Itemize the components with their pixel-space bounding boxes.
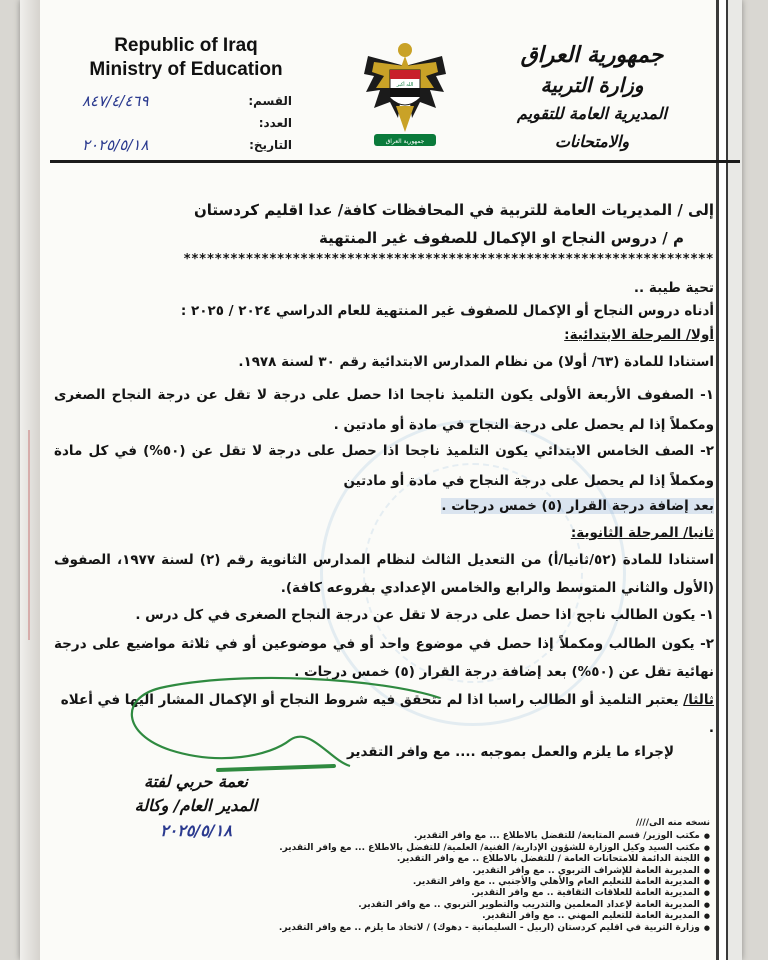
english-header	[66, 34, 306, 82]
section-secondary-item2: ٢- يكون الطالب ومكملاً إذا حصل في موضوع واحد أو في موضوعين أو في ثلاثة مواضيع على درجة نهائية تقل عن (٥٠%) بعد إضافة درجة القرار (٥) خمس درجات .	[54, 636, 714, 680]
signatory-title: المدير العام/ وكالة	[134, 796, 258, 815]
iraq-eagle-emblem-icon	[360, 36, 450, 152]
section-secondary-item1: ١- يكون الطالب ناجح اذا حصل على درجة لا تقل عن درجة النجاح الصغرى في كل درس .	[135, 607, 714, 623]
reference-block	[82, 90, 292, 156]
copy-item: ● المديرية العامة للتعليم العام والأهلي والأجنبي .. مع وافر التقدير.	[210, 877, 710, 888]
date-value: ٢٠٢٥/٥/١٨	[82, 136, 149, 154]
section-third	[54, 686, 714, 742]
header-ar-line1: جمهورية العراق	[520, 42, 664, 68]
number-label: العدد:	[258, 116, 292, 130]
copy-item: ● وزارة التربية في اقليم كردستان (اربيل - السليمانية - دهوك) / لاتخاذ ما يلزم .. مع وافر التقدير.	[210, 923, 710, 934]
section-primary-item2-cont	[54, 494, 714, 519]
number-row	[82, 112, 292, 134]
arabic-header	[482, 40, 702, 156]
scan-right-edge	[716, 0, 742, 960]
section-primary-item1: ١- الصفوف الأربعة الأولى يكون التلميذ ناجحا اذا حصل على درجة لا تقل عن درجة النجاح الصغرى ومكملاً إذا لم يحصل على درجة النجاح في مادة أو مادتين .	[54, 387, 714, 433]
copy-item: ● المديرية العامة لإعداد المعلمين والتدريب والتطوير التربوي .. مع وافر التقدير.	[210, 900, 710, 911]
date-label: التاريخ:	[249, 138, 292, 152]
copies-list	[210, 818, 710, 934]
copy-item: ● المديرية العامة للإشراف التربوي .. مع وافر التقدير.	[210, 866, 710, 877]
subject-line: م / دروس النجاح او الإكمال للصفوف غير المنتهية	[318, 229, 684, 247]
header-en-line2: Ministry of Education	[89, 59, 283, 80]
signatory-name: نعمة حربي لفتة	[143, 772, 249, 791]
closing-line: لإجراء ما يلزم والعمل بموجبه .... مع وافر التقدير	[347, 744, 674, 760]
address-block	[54, 196, 714, 252]
copy-item: ● مكتب الوزير/ قسم المتابعة/ للتفضل بالاطلاع ... مع وافر التقدير.	[210, 831, 710, 842]
copies-heading: نسخه منه الى////	[635, 818, 710, 828]
section-primary-basis: استنادا للمادة (٦٣/ أولا) من نظام المدارس الابتدائية رقم ٣٠ لسنة ١٩٧٨.	[238, 354, 714, 370]
header-divider	[50, 160, 740, 163]
emblem-scroll-text: الله أكبر	[396, 82, 414, 88]
copy-item: ● المديرية العامة للتعليم المهني .. مع وافر التقدير.	[210, 911, 710, 922]
decision-grade-note: بعد إضافة درجة القرار (٥) خمس درجات .	[441, 498, 714, 514]
ref-label: القسم:	[248, 94, 292, 108]
header-en-line1: Republic of Iraq	[114, 35, 258, 56]
to-text: المديريات العامة للتربية في المحافظات كافة/ عدا اقليم كردستان	[193, 201, 673, 219]
scan-left-edge	[20, 0, 40, 960]
copy-item: ● مكتب السيد وكيل الوزارة للشؤون الإدارية/ الفنية/ العلمية/ للتفضل بالاطلاع ... مع وافر التقدير.	[210, 843, 710, 854]
ref-value: ٨٤٧/٤/٤٦٩	[82, 92, 149, 110]
separator-stars: ********************************************************************	[183, 252, 714, 267]
header-ar-line3: المديرية العامة للتقويم والامتحانات	[517, 104, 667, 151]
section-third-text: يعتبر التلميذ أو الطالب راسبا اذا لم تتحقق فيه شروط النجاح أو الإكمال المشار اليها في أعلاه .	[60, 692, 714, 736]
signature-date: ٢٠٢٥/٥/١٨	[160, 821, 232, 840]
letter-page	[20, 0, 742, 960]
section-primary-title: أولا/ المرحلة الابتدائية:	[564, 327, 714, 343]
section-third-label: ثالثا/	[683, 692, 714, 708]
emblem-base-text: جمهورية العراق	[385, 138, 425, 145]
header-ar-line2: وزارة التربية	[540, 73, 644, 97]
to-label: إلى /	[677, 201, 714, 219]
ref-row	[82, 90, 292, 112]
copy-item: ● المديرية العامة للعلاقات الثقافية .. مع وافر التقدير.	[210, 888, 710, 899]
section-secondary-basis: استنادا للمادة (٥٢/ثانيا/أ) من التعديل الثالث لنظام المدارس الثانوية رقم (٢) لسنة ١٩٧٧، الصفوف (الأول والثاني المتوسط والرابع والخامس الإعدادي بفروعه كافة).	[54, 552, 714, 596]
greeting: تحية طيبة ..	[633, 280, 714, 296]
section-primary-item2: ٢- الصف الخامس الابتدائي يكون التلميذ ناجحا اذا حصل على درجة لا تقل عن (٥٠%) في كل مادة ومكملاً إذا لم يحصل على درجة النجاح في مادة أو مادتين	[54, 443, 714, 489]
section-secondary-title: ثانيا/ المرحلة الثانوية:	[570, 525, 714, 541]
date-row	[82, 134, 292, 156]
copy-item: ● اللجنة الدائمة للامتحانات العامة / للتفضل بالاطلاع .. مع وافر التقدير.	[210, 854, 710, 865]
intro-paragraph: أدناه دروس النجاح أو الإكمال للصفوف غير المنتهية للعام الدراسي ٢٠٢٤ / ٢٠٢٥ :	[180, 303, 714, 319]
